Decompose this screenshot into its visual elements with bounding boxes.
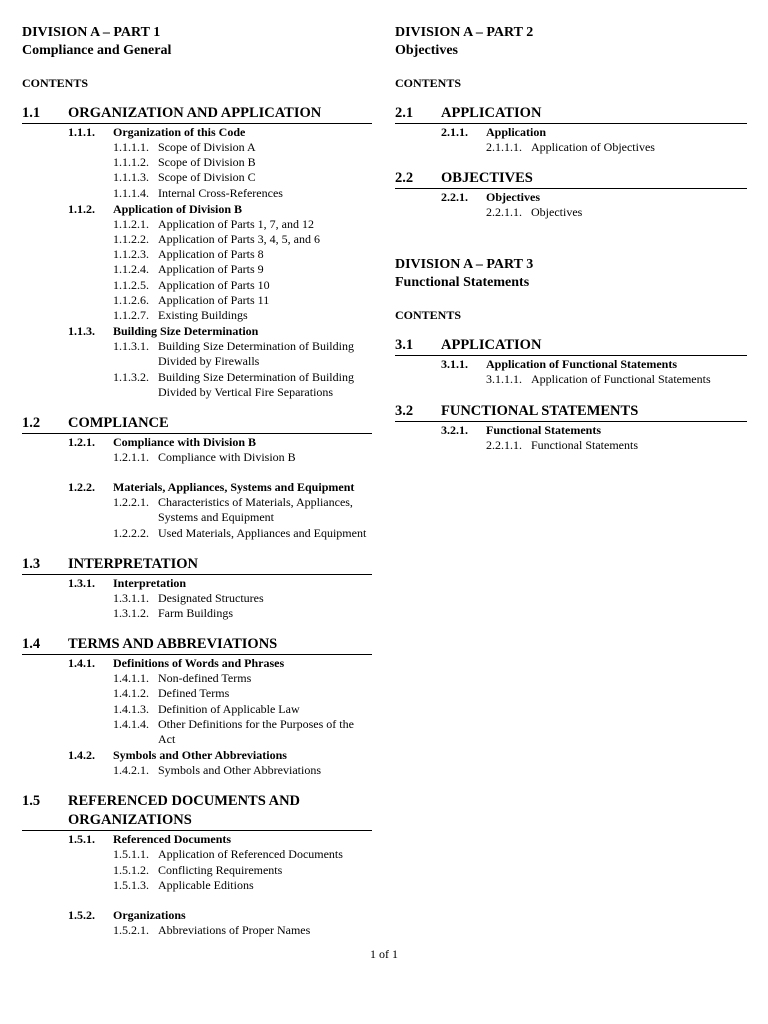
contents-label: CONTENTS: [395, 76, 462, 90]
division-heading: DIVISION A – PART 1: [22, 25, 161, 40]
item-number: 1.1.3.2.: [113, 369, 149, 384]
toc-item: [113, 370, 372, 400]
item-title[interactable]: Application of Parts 11: [158, 292, 270, 307]
item-title[interactable]: Designated Structures: [158, 590, 264, 605]
item-number: 1.2.2.1.: [113, 495, 149, 510]
toc-section: [22, 104, 372, 400]
item-number: 1.1.3.1.: [113, 339, 149, 354]
section-heading: [395, 402, 747, 422]
item-number: 1.5.1.3.: [113, 877, 149, 892]
toc-item: [113, 450, 372, 465]
part-spacer: [395, 234, 747, 256]
left-column: [22, 24, 372, 952]
toc-item: [113, 686, 372, 701]
subsection-heading: [68, 908, 372, 923]
subsection-title[interactable]: Definitions of Words and Phrases: [113, 656, 285, 671]
item-title[interactable]: Functional Statements: [531, 437, 638, 452]
subsection-heading: [68, 576, 372, 591]
item-number: 1.4.2.1.: [113, 763, 149, 778]
subsection-heading: [441, 190, 747, 205]
section-number: 1.2: [22, 415, 41, 432]
item-list: [486, 372, 747, 387]
toc-item: [113, 278, 372, 293]
toc-item: [113, 186, 372, 201]
item-title[interactable]: Application of Parts 3, 4, 5, and 6: [158, 232, 320, 247]
item-title[interactable]: Internal Cross-References: [158, 185, 283, 200]
subsection-title[interactable]: Objectives: [486, 190, 540, 205]
item-title[interactable]: Applicable Editions: [158, 877, 254, 892]
item-list: [113, 450, 372, 465]
item-title[interactable]: Definition of Applicable Law: [158, 701, 300, 716]
toc-section: [395, 402, 747, 453]
item-number: 1.2.2.2.: [113, 525, 149, 540]
section-heading: [22, 635, 372, 655]
item-number: 2.1.1.1.: [486, 140, 522, 154]
item-list: [113, 671, 372, 747]
toc-item: [486, 372, 747, 387]
item-number: 1.1.1.2.: [113, 155, 149, 170]
toc-subsection: [441, 423, 747, 453]
section-number: 2.2: [395, 170, 414, 187]
toc-item: [486, 438, 747, 453]
item-title[interactable]: Scope of Division A: [158, 140, 256, 154]
item-title[interactable]: Symbols and Other Abbreviations: [158, 763, 321, 778]
subsection-heading: [441, 125, 747, 140]
item-number: 2.2.1.1.: [486, 205, 522, 220]
subsection-title[interactable]: Application of Division B: [113, 201, 243, 216]
item-number: 1.1.2.2.: [113, 232, 149, 247]
toc-subsection: [68, 324, 372, 400]
subsection-number: 2.1.1.: [441, 125, 468, 139]
item-title[interactable]: Other Definitions for the Purposes of the Act: [158, 716, 354, 747]
item-title[interactable]: Defined Terms: [158, 686, 230, 701]
subsection-title[interactable]: Application: [486, 125, 547, 139]
item-title[interactable]: Application of Parts 1, 7, and 12: [158, 216, 314, 231]
item-list: [113, 923, 372, 938]
item-number: 1.4.1.1.: [113, 671, 149, 686]
section-number: 1.4: [22, 636, 41, 653]
item-number: 1.3.1.2.: [113, 606, 149, 621]
toc-item: [113, 232, 372, 247]
subsection-number: 1.1.3.: [68, 324, 95, 339]
toc-item: [113, 878, 372, 893]
item-number: 1.3.1.1.: [113, 590, 149, 605]
item-list: [486, 140, 747, 155]
subsection-title[interactable]: Functional Statements: [486, 422, 601, 437]
toc-subsection: [441, 125, 747, 155]
section-title[interactable]: REFERENCED DOCUMENTS AND ORGANIZATIONS: [68, 793, 301, 829]
item-title[interactable]: Application of Parts 10: [158, 277, 270, 292]
subsection-number: 1.3.1.: [68, 575, 95, 590]
item-number: 1.4.1.3.: [113, 701, 149, 716]
toc-subsection: [68, 480, 372, 541]
toc-item: [486, 205, 747, 220]
item-title[interactable]: Scope of Division C: [158, 170, 256, 185]
item-number: 1.1.2.6.: [113, 292, 149, 307]
page-number: 1 of 1: [370, 947, 398, 961]
toc-subsection: [68, 125, 372, 201]
item-number: 1.5.1.1.: [113, 847, 149, 862]
section-number: 1.1: [22, 105, 41, 121]
toc-item: [113, 702, 372, 717]
subsection-number: 1.1.1.: [68, 125, 95, 139]
section-title[interactable]: INTERPRETATION: [68, 555, 198, 572]
item-title[interactable]: Characteristics of Materials, Appliances, Systems and Equipment: [158, 495, 353, 525]
item-number: 1.1.2.4.: [113, 262, 149, 277]
toc-section: [395, 169, 747, 220]
item-title[interactable]: Building Size Determination of Building Divided by Firewalls: [158, 339, 354, 369]
item-title[interactable]: Compliance with Division B: [158, 450, 296, 465]
item-list: [486, 205, 747, 220]
item-number: 1.1.2.3.: [113, 247, 149, 262]
subsection-heading: [441, 423, 747, 438]
item-title[interactable]: Building Size Determination of Building Divided by Vertical Fire Separations: [158, 369, 354, 399]
toc-item: [113, 606, 372, 621]
item-title[interactable]: Used Materials, Appliances and Equipment: [158, 525, 367, 540]
division-subtitle: Compliance and General: [22, 43, 172, 58]
subsection-number: 3.2.1.: [441, 422, 468, 437]
toc-subsection: [441, 357, 747, 387]
item-title[interactable]: Application of Functional Statements: [531, 372, 711, 387]
section-heading: [22, 792, 372, 831]
item-title[interactable]: Application of Parts 9: [158, 262, 264, 277]
toc-section: [22, 555, 372, 621]
subsection-number: 1.2.2.: [68, 480, 95, 495]
item-number: 1.5.2.1.: [113, 923, 149, 938]
subsection-number: 3.1.1.: [441, 357, 468, 372]
section-number: 3.2: [395, 402, 414, 419]
subsection-title[interactable]: Building Size Determination: [113, 324, 259, 339]
toc-item: [113, 923, 372, 938]
subsection-title[interactable]: Interpretation: [113, 575, 187, 590]
section-title[interactable]: OBJECTIVES: [441, 170, 533, 187]
item-list: [113, 339, 372, 400]
subsection-number: 1.1.2.: [68, 201, 95, 216]
toc-subsection: [68, 832, 372, 893]
item-title[interactable]: Existing Buildings: [158, 308, 248, 323]
subsection-number: 1.4.2.: [68, 748, 95, 763]
subsection-heading: [68, 480, 372, 495]
item-list: [486, 438, 747, 453]
subsection-number: 1.2.1.: [68, 435, 95, 450]
toc-subsection: [68, 576, 372, 621]
toc-subsection: [68, 656, 372, 747]
toc-item: [113, 495, 372, 525]
division-subtitle: Functional Statements: [395, 275, 530, 291]
item-title[interactable]: Scope of Division B: [158, 155, 256, 170]
subsection-heading: [68, 748, 372, 763]
section-heading: [22, 104, 372, 124]
section-heading: [22, 555, 372, 575]
section-title[interactable]: FUNCTIONAL STATEMENTS: [441, 402, 639, 419]
contents-label: CONTENTS: [395, 308, 462, 323]
subsection-title[interactable]: Materials, Appliances, Systems and Equipment: [113, 480, 355, 495]
toc-item: [113, 847, 372, 862]
item-number: 1.1.2.7.: [113, 308, 149, 323]
toc-item: [113, 591, 372, 606]
section-title[interactable]: TERMS AND ABBREVIATIONS: [68, 636, 278, 653]
division-subtitle: Objectives: [395, 43, 458, 58]
toc-item: [113, 293, 372, 308]
toc-item: [113, 262, 372, 277]
item-list: [113, 140, 372, 201]
section-number: 2.1: [395, 105, 414, 121]
toc-item: [113, 155, 372, 170]
section-number: 3.1: [395, 337, 414, 354]
subsection-heading: [68, 202, 372, 217]
section-number: 1.3: [22, 555, 41, 572]
item-title[interactable]: Application of Referenced Documents: [158, 847, 343, 862]
toc-item: [113, 170, 372, 185]
item-number: 1.1.1.3.: [113, 170, 149, 185]
subsection-title[interactable]: Symbols and Other Abbreviations: [113, 748, 287, 763]
toc-item: [113, 671, 372, 686]
section-title[interactable]: COMPLIANCE: [68, 415, 169, 432]
item-number: 3.1.1.1.: [486, 372, 522, 387]
contents-label: CONTENTS: [22, 76, 89, 90]
toc-item: [113, 247, 372, 262]
toc-section: [22, 635, 372, 778]
division-heading: DIVISION A – PART 2: [395, 25, 534, 40]
item-title[interactable]: Application of Objectives: [531, 140, 655, 154]
item-title[interactable]: Abbreviations of Proper Names: [158, 923, 311, 938]
item-number: 2.2.1.1.: [486, 437, 522, 452]
section-title[interactable]: APPLICATION: [441, 105, 542, 121]
toc-section: [22, 414, 372, 541]
section-heading: [395, 104, 747, 124]
section-heading: [395, 336, 747, 356]
item-list: [113, 591, 372, 621]
item-number: 1.4.1.4.: [113, 716, 149, 731]
toc-item: [113, 863, 372, 878]
subsection-number: 1.5.1.: [68, 832, 95, 847]
subsection-heading: [441, 357, 747, 372]
toc-section: [22, 792, 372, 938]
toc-subsection: [68, 748, 372, 778]
toc-section: [395, 104, 747, 155]
subsection-title[interactable]: Application of Functional Statements: [486, 357, 678, 372]
item-number: 1.1.1.4.: [113, 185, 149, 200]
item-title[interactable]: Application of Parts 8: [158, 247, 264, 262]
subsection-heading: [68, 324, 372, 339]
toc-item: [113, 308, 372, 323]
item-number: 1.1.1.1.: [113, 140, 149, 154]
item-number: 1.4.1.2.: [113, 686, 149, 701]
toc-item: [113, 217, 372, 232]
section-title[interactable]: APPLICATION: [441, 337, 542, 354]
item-list: [113, 763, 372, 778]
toc-item: [113, 140, 372, 155]
subsection-heading: [68, 832, 372, 847]
item-number: 1.2.1.1.: [113, 450, 149, 465]
subsection-title[interactable]: Organizations: [113, 908, 186, 923]
subsection-number: 1.5.2.: [68, 908, 95, 923]
item-list: [113, 217, 372, 323]
toc-item: [113, 526, 372, 541]
toc-item: [486, 140, 747, 155]
section-heading: [395, 169, 747, 189]
toc-subsection: [68, 908, 372, 938]
toc-item: [113, 717, 372, 747]
item-list: [113, 495, 372, 541]
subsection-title[interactable]: Organization of this Code: [113, 125, 246, 139]
subsection-number: 1.4.1.: [68, 656, 95, 671]
subsection-title[interactable]: Compliance with Division B: [113, 435, 257, 450]
section-number: 1.5: [22, 793, 41, 810]
item-number: 1.1.2.1.: [113, 216, 149, 231]
toc-subsection: [68, 435, 372, 465]
section-title[interactable]: ORGANIZATION AND APPLICATION: [68, 105, 322, 121]
item-title[interactable]: Non-defined Terms: [158, 671, 252, 686]
subsection-heading: [68, 125, 372, 140]
item-title[interactable]: Objectives: [531, 205, 583, 220]
item-title[interactable]: Farm Buildings: [158, 606, 234, 621]
toc-subsection: [441, 190, 747, 220]
toc-subsection: [68, 202, 372, 323]
item-title[interactable]: Conflicting Requirements: [158, 862, 283, 877]
subsection-heading: [68, 435, 372, 450]
division-heading: DIVISION A – PART 3: [395, 257, 534, 273]
item-number: 1.1.2.5.: [113, 277, 149, 292]
toc-item: [113, 763, 372, 778]
item-number: 1.5.1.2.: [113, 862, 149, 877]
toc-item: [113, 339, 372, 369]
subsection-heading: [68, 656, 372, 671]
item-list: [113, 847, 372, 893]
toc-section: [395, 336, 747, 387]
subsection-title[interactable]: Referenced Documents: [113, 832, 232, 847]
section-heading: [22, 414, 372, 434]
subsection-number: 2.2.1.: [441, 190, 468, 205]
right-column: [395, 24, 747, 467]
